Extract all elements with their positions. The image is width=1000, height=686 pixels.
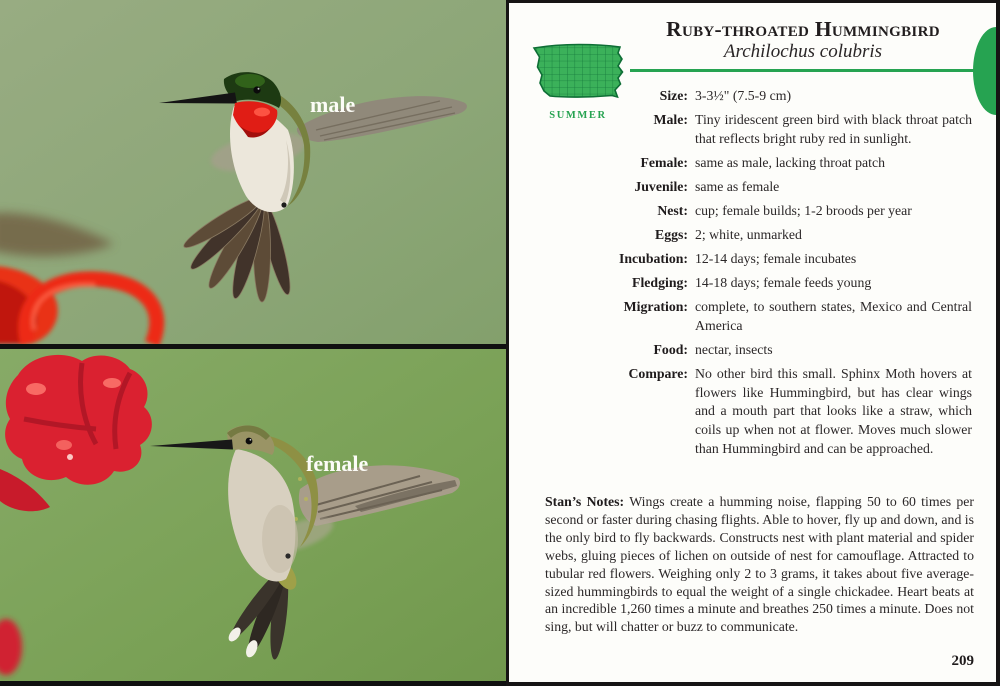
field-label: Food: [653,342,688,358]
green-rule [630,69,980,72]
female-label: female [306,451,369,476]
field-value: 2; white, unmarked [695,227,802,243]
field-label: Nest: [657,202,688,218]
field-label: Compare: [628,366,688,382]
stans-notes-text: Wings create a humming noise, flapping 50 to 60 times per second or faster during chasing flights. Able to hover, fly up and down, and is the only bird to fly backwards. Constructs nest with plant material and spider webs, gluing pieces of lichen on outside of nest for camouflage. Attracted to tubular red flowers. Weighing only 2 to 3 grams, it takes about five average-sized hummingbirds to equal the weight of a single chickadee. Heart beats at an incredible 1,260 times a minute and breathes 250 times a minute. Does not sing, but will chatter or buzz to communicate. [545,494,974,635]
field-value: No other bird this small. Sphinx Moth hovers at flowers like Hummingbird, but has clear wings and a mouth part that looks like a straw, which coils up when not at flower. Moves much slower than Hummingbird and can be approached. [695,366,972,456]
male-label: male [310,92,356,117]
field-row-female [509,154,972,173]
field-value: 14-18 days; female feeds young [695,275,872,291]
stans-notes-label: Stan’s Notes: [545,494,625,509]
eye [253,86,260,93]
field-row-compare [509,365,972,458]
scientific-name: Archilochus colubris [723,41,883,62]
common-name: Ruby-throated Hummingbird [666,17,940,41]
photo-male [0,0,506,344]
field-label: Eggs: [655,227,688,243]
field-value: cup; female builds; 1-2 broods per year [695,202,912,218]
field-label: Male: [653,112,688,128]
field-row-juvenile [509,178,972,197]
field-row-migration [509,298,972,335]
field-value: 3-3½" (7.5-9 cm) [695,88,792,103]
field-value: Tiny iridescent green bird with black throat patch that reflects bright ruby red in sunlight. [695,112,972,146]
field-row-incubation [509,250,972,269]
field-label: Fledging: [632,275,688,291]
season-label: SUMMER [549,110,607,121]
stans-notes [545,493,974,636]
field-value: same as male, lacking throat patch [695,154,886,170]
field-label: Incubation: [618,251,688,267]
photo-female [0,349,506,681]
field-label: Migration: [623,299,688,315]
field-row-fledging [509,274,972,293]
field-list [509,87,996,464]
eye [246,438,253,445]
field-value: nectar, insects [695,342,773,358]
female-hummingbird-photo [0,349,506,681]
field-label: Juvenile: [634,178,688,194]
field-row-male [509,111,972,148]
field-value: 12-14 days; female incubates [695,251,857,267]
species-account-page [506,0,1000,686]
field-label: Size: [659,88,688,103]
field-row-food [509,341,972,360]
page-number: 209 [951,653,974,669]
field-row-eggs [509,226,972,245]
field-row-size [509,87,972,106]
field-value: complete, to southern states, Mexico and Central America [695,299,972,333]
male-hummingbird-photo [0,0,506,344]
field-row-nest [509,202,972,221]
header-titles [625,17,981,62]
field-label: Female: [640,154,688,170]
field-value: same as female [695,178,780,194]
